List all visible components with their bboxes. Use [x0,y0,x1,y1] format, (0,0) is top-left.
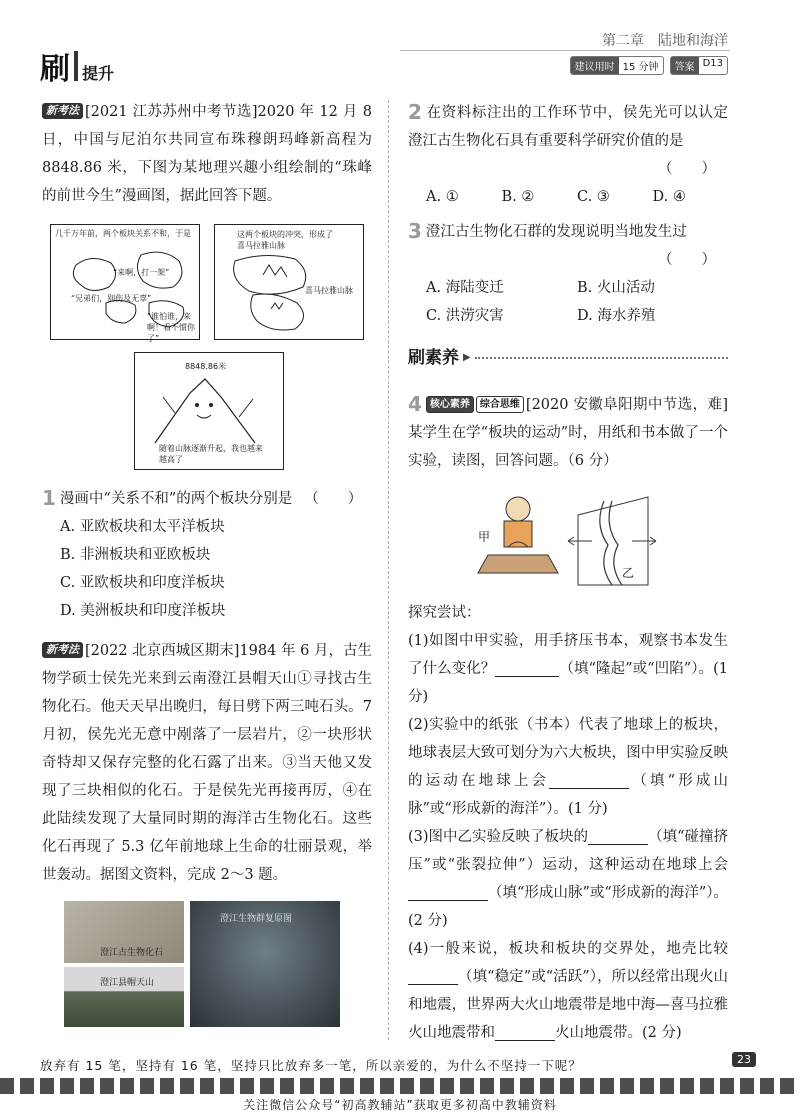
comic-panel-3 [134,352,284,470]
comic-peak-height: 8848.86米 [185,362,227,371]
experiment-drawing [408,485,728,595]
q1-number: 1 [42,486,56,510]
time-answer-box [570,56,728,75]
passage-1-source: [2021 江苏苏州中考节选] [85,104,258,120]
section-header [408,344,728,372]
comic-panel-2-drawing [215,225,365,341]
mountain-photo-label: 澄江县帽天山 [100,978,155,988]
comic-bubble-2: “兄弟们，别伤及无辜” [71,294,152,303]
q4-blank-4[interactable] [408,883,488,901]
comic-panel-1 [50,224,200,343]
chapter-title: 第二章 陆地和海洋 [602,33,728,49]
column-divider [388,100,389,1040]
fossil-photo [64,901,184,963]
q4-blank-5[interactable] [408,967,458,985]
passage-2-text: 1984 年 6 月，古生物学硕士侯先光来到云南澄江县帽天山①寻找古生物化石。他天天早出晚归，每日劈下两三吨石头。7 月初，侯先光无意中剐落了一层岩片，②一块形状奇特却又保存完整的化石露了出来。③当天他又发现了三块相似的化石。于是侯先光再接再厉，④在此陆续发现了大量同时期的海洋古生物化石。这些化石再现了 5.3 亿年前地球上生命的壮丽景观，举世轰动。据图文资料，完成 2～3 题。 [42,643,372,883]
comic-bubble-3: “谁怕谁，来啊！看不惯你了” [147,312,195,343]
question-4 [408,390,728,1047]
q1-paren: （ ） [304,491,363,507]
passage-2 [42,637,372,889]
comic-panel-1-caption: 几千万年前，两个板块关系不和，于是 [55,229,191,238]
left-column [42,98,372,1029]
brand-logo [40,44,114,88]
passage-1 [42,98,372,210]
q2-paren: （ ） [658,161,716,177]
q4-stem: 某学生在学“板块的运动”时，用纸和书本做了一个实验，读图，回答问题。（6 分） [408,425,728,469]
q1-option-c[interactable]: C. 亚欧板块和印度洋板块 [60,575,225,591]
answer-ref: 答案 D13 [670,56,728,75]
suggested-time: 建议用时 15 分钟 [570,56,664,75]
brand-subtitle: 提升 [82,64,115,83]
comic-panel-2-label: 喜马拉雅山脉 [305,286,353,295]
footer-slogan: 放弃有 15 笔，坚持有 16 笔，坚持只比放弃多一笔，所以亲爱的，为什么不坚持一下呢？ [40,1058,582,1073]
q4-sub-4: (4)一般来说，板块和板块的交界处，地壳比较（填“稳定”或“活跃”），所以经常出现火山和地震，世界两大火山地震带是地中海—喜马拉雅火山地震带和 火山地震带。(2 分) [408,941,728,1041]
core-literacy-tag: 核心素养 [426,396,474,413]
triangle-right-icon: ▶ [463,352,471,363]
q4-blank-6[interactable] [495,1023,555,1041]
fossil-photo-label: 澄江古生物化石 [100,948,164,958]
q1-option-b[interactable]: B. 非洲板块和亚欧板块 [60,547,211,563]
comic-panel-2-caption: 这两个板块的冲突，形成了喜马拉雅山脉 [237,230,333,250]
q3-option-b[interactable]: B. 火山活动 [577,280,655,296]
q3-paren: （ ） [658,252,716,268]
reconstruction-photo-label: 澄江生物群复原图 [220,914,293,924]
new-exam-tag-2: 新考法 [42,642,83,658]
q4-number: 4 [408,392,422,416]
section-dotted-rule [475,357,728,359]
figure-label-yi: 乙 [622,566,635,580]
q4-sub-3: (3)图中乙实验反映了板块的 （填“碰撞挤压”或“张裂拉伸”）运动，这种运动在地球上会（填“形成山脉”或“形成新的海洋”）。(2 分) [408,829,728,929]
comic-panel-2 [214,224,364,340]
page-number: 23 [732,1052,756,1067]
q4-blank-1[interactable] [495,659,559,677]
q4-blank-2[interactable] [549,771,629,789]
reconstruction-photo [190,901,340,1027]
header-rule [400,50,730,51]
q1-option-a[interactable]: A. 亚欧板块和太平洋板块 [60,519,225,535]
question-1 [42,484,372,625]
comic-panel-3-caption: 随着山脉逐渐升起，我也越来越高了 [159,444,263,464]
question-3 [408,217,728,330]
new-exam-tag: 新考法 [42,103,83,119]
question-2 [408,98,728,211]
brand-big-char: 刷 [40,52,70,87]
passage-1-text: 2020 年 12 月 8 日，中国与尼泊尔共同宣布珠穆朗玛峰新高程为 8848.86 米，下图为某地理兴趣小组绘制的“珠峰的前世今生”漫画图，据此回答下题。 [42,104,373,204]
q1-stem: 漫画中“关系不和”的两个板块分别是 [59,491,293,507]
q1-option-d[interactable]: D. 美洲板块和印度洋板块 [60,603,226,619]
comic-bubble-1: “来啊，打一架” [113,268,170,277]
q2-option-b[interactable]: B. ② [501,189,535,205]
q3-number: 3 [408,219,422,243]
passage-2-source: [2022 北京西城区期末] [85,643,240,659]
q2-option-d[interactable]: D. ④ [652,189,686,205]
q2-stem: 在资料标注出的工作环节中，侯先光可以认定澄江古生物化石具有重要科学研究价值的是 [408,105,728,149]
brand-divider [74,51,78,81]
photo-collage [42,901,372,1029]
q4-sub-1: (1)如图中甲实验，用手挤压书本，观察书本发生了什么变化？ （填“隆起”或“凹陷”）。(1 分) [408,633,729,705]
footer-pattern [0,1078,800,1094]
q4-source: [2020 安徽阜阳期中节选，难] [525,397,728,413]
mountain-photo [64,967,184,1027]
q2-option-a[interactable]: A. ① [426,189,459,205]
explore-heading: 探究尝试： [408,605,481,621]
q3-option-d[interactable]: D. 海水养殖 [577,308,656,324]
q3-option-a[interactable]: A. 海陆变迁 [426,280,504,296]
q3-stem: 澄江古生物化石群的发现说明当地发生过 [425,224,687,240]
comic-figure [42,224,372,474]
q2-number: 2 [408,100,422,124]
q3-option-c[interactable]: C. 洪涝灾害 [426,308,504,324]
comprehensive-thinking-tag: 综合思维 [476,396,524,413]
q4-blank-3[interactable] [588,827,648,845]
right-column [408,98,728,1047]
q4-sub-2: (2)实验中的纸张（书本）代表了地球上的板块，地球表层大致可划分为六大板块，图中甲实验反映的运动在地球上会 （填“形成山脉”或“形成新的海洋”）。(1 分) [408,717,728,817]
section-title: 刷素养 [408,348,459,368]
q2-option-c[interactable]: C. ③ [577,189,610,205]
footer-note: 关注微信公众号“初高教辅站”获取更多初高中教辅资料 [0,1096,800,1113]
figure-label-jia: 甲 [478,530,491,544]
experiment-figure [408,485,728,595]
